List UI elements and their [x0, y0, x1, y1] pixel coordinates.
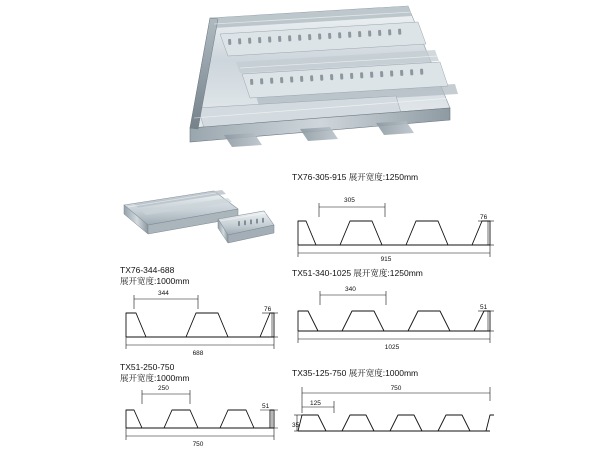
profile-label-tx76-344-688-line2: 展开宽度:1000mm: [120, 276, 190, 286]
profile-drawing-tx51-340-1025: [292, 279, 498, 353]
profile-tx35-125-750: [292, 368, 498, 445]
profile-drawing-tx76-344-688: [120, 287, 280, 359]
dim-width-915: 915: [380, 256, 392, 263]
secondary-deck-photo: [118, 185, 278, 257]
dim-pitch-344: 344: [158, 290, 169, 297]
profile-label-tx76-344-688-line1: TX76-344-688: [120, 265, 175, 275]
dim-height-76: 76: [264, 306, 272, 313]
dim-pitch-305: 305: [344, 197, 355, 204]
profile-label-tx76-305-915: TX76-305-915 展开宽度:1250mm: [292, 172, 419, 182]
profile-drawing-tx51-250-750: [120, 384, 280, 450]
profile-label-tx35-125-750: TX35-125-750 展开宽度:1000mm: [292, 368, 419, 378]
profile-tx51-340-1025: [292, 268, 498, 353]
dim-width-688: 688: [192, 350, 204, 357]
profile-drawing-tx35-125-750: [292, 379, 498, 445]
dim-height-51: 51: [262, 403, 270, 410]
dim-width-1025: 1025: [384, 344, 400, 351]
dim-height-76: 76: [480, 214, 488, 221]
dim-height-51: 51: [480, 304, 488, 311]
dim-height-35: 35: [292, 422, 300, 429]
profile-label-tx51-250-750-line2: 展开宽度:1000mm: [120, 373, 190, 383]
profile-tx76-344-688: [120, 265, 280, 359]
profile-tx51-250-750: [120, 362, 280, 450]
main-deck-photo: [150, 4, 460, 154]
dim-pitch-125: 125: [310, 400, 321, 407]
dim-pitch-340: 340: [345, 286, 356, 293]
dim-pitch-250: 250: [158, 385, 169, 392]
profile-label-tx51-340-1025: TX51-340-1025 展开宽度:1250mm: [292, 268, 423, 278]
profile-tx76-305-915: [292, 172, 498, 261]
profile-label-tx51-250-750-line1: TX51-250-750: [120, 362, 175, 372]
dim-width-750: 750: [390, 385, 402, 392]
profile-drawing-tx76-305-915: [292, 183, 498, 261]
dim-width-750: 750: [192, 441, 204, 448]
